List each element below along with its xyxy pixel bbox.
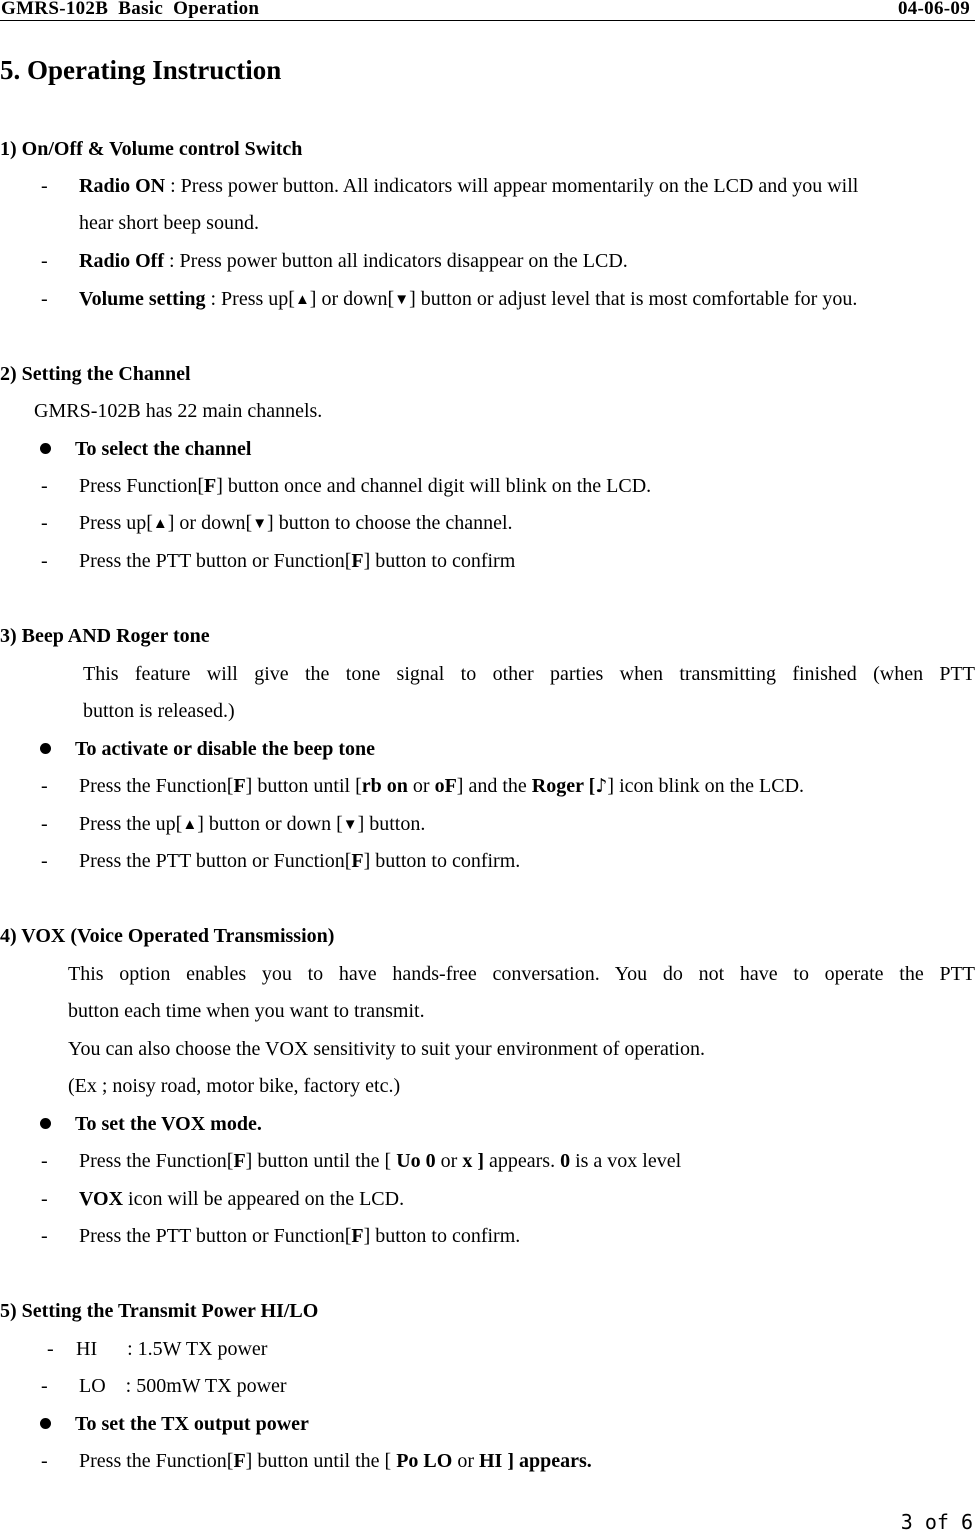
section-5-heading: 5) Setting the Transmit Power HI/LO: [0, 1300, 319, 1322]
down-arrow-icon: ▼: [394, 292, 410, 308]
dash: -: [41, 1188, 48, 1210]
page-header: [0, 0, 975, 21]
beep-step-1: Press the Function[F] button until [rb on or oF] and the Roger [♪] icon blink on the LCD.: [79, 775, 805, 797]
dash: -: [41, 1225, 48, 1247]
channel-step-1: Press Function[F] button once and channel digit will blink on the LCD.: [79, 475, 652, 497]
dash: -: [41, 1375, 48, 1397]
dash: -: [41, 250, 48, 272]
section-4-bullet: To set the VOX mode.: [75, 1113, 262, 1135]
vox-step-3: Press the PTT button or Function[F] button to confirm.: [79, 1225, 521, 1247]
radio-on-line-cont: hear short beep sound.: [79, 212, 259, 234]
section-3-para-2: button is released.): [83, 700, 235, 722]
section-4-para-2: button each time when you want to transmit.: [68, 1000, 425, 1022]
dash: -: [41, 550, 48, 572]
section-2-intro: GMRS-102B has 22 main channels.: [34, 400, 323, 422]
radio-off-line: Radio Off : Press power button all indicators disappear on the LCD.: [79, 250, 628, 272]
up-arrow-icon: ▲: [294, 292, 310, 308]
section-4-heading: 4) VOX (Voice Operated Transmission): [0, 925, 335, 947]
vox-step-2: VOX icon will be appeared on the LCD.: [79, 1188, 405, 1210]
section-1-heading: 1) On/Off & Volume control Switch: [0, 138, 303, 160]
bullet-dot-icon: [40, 1418, 51, 1429]
section-4-para-4: (Ex ; noisy road, motor bike, factory etc.): [68, 1075, 401, 1097]
section-3-bullet: To activate or disable the beep tone: [75, 738, 375, 760]
section-4-para-3: You can also choose the VOX sensitivity to suit your environment of operation.: [68, 1038, 705, 1060]
section-3-heading: 3) Beep AND Roger tone: [0, 625, 210, 647]
power-hi: HI : 1.5W TX power: [76, 1338, 268, 1360]
dash: -: [41, 850, 48, 872]
up-arrow-icon: ▲: [182, 817, 198, 833]
dash: -: [47, 1338, 54, 1360]
section-2-heading: 2) Setting the Channel: [0, 363, 191, 385]
bullet-dot-icon: [40, 1118, 51, 1129]
channel-step-2: Press up[▲] or down[▼] button to choose the channel.: [79, 512, 513, 534]
page-title: 5. Operating Instruction: [0, 55, 282, 85]
dash: -: [41, 175, 48, 197]
music-note-icon: ♪: [595, 775, 608, 797]
volume-line: Volume setting : Press up[▲] or down[▼] button or adjust level that is most comfortable for you.: [79, 288, 858, 310]
dash: -: [41, 775, 48, 797]
header-title: GMRS-102B Basic Operation: [1, 0, 260, 19]
dash: -: [41, 288, 48, 310]
channel-step-3: Press the PTT button or Function[F] button to confirm: [79, 550, 516, 572]
section-5-bullet: To set the TX output power: [75, 1413, 309, 1435]
up-arrow-icon: ▲: [152, 516, 168, 532]
bullet-dot-icon: [40, 443, 51, 454]
down-arrow-icon: ▼: [342, 817, 358, 833]
power-step-1: Press the Function[F] button until the [ Po LO or HI ] appears.: [79, 1450, 592, 1472]
section-4-para-1: This option enables you to have hands-free conversation. You do not have to operate the PTT: [68, 963, 975, 985]
section-3-para-1: This feature will give the tone signal to other parties when transmitting finished (when PTT: [83, 663, 975, 685]
header-date: 04-06-09: [897, 0, 970, 19]
dash: -: [41, 512, 48, 534]
radio-on-line: Radio ON : Press power button. All indicators will appear momentarily on the LCD and you will: [79, 175, 859, 197]
vox-step-1: Press the Function[F] button until the [ Uo 0 or x ] appears. 0 is a vox level: [79, 1150, 682, 1172]
dash: -: [41, 1450, 48, 1472]
section-2-bullet: To select the channel: [75, 438, 252, 460]
beep-step-3: Press the PTT button or Function[F] button to confirm.: [79, 850, 521, 872]
bullet-dot-icon: [40, 743, 51, 754]
power-lo: LO : 500mW TX power: [79, 1375, 287, 1397]
dash: -: [41, 475, 48, 497]
dash: -: [41, 1150, 48, 1172]
page-number: 3 of 6: [900, 1510, 973, 1534]
dash: -: [41, 813, 48, 835]
down-arrow-icon: ▼: [252, 516, 268, 532]
beep-step-2: Press the up[▲] button or down [▼] button.: [79, 813, 426, 835]
